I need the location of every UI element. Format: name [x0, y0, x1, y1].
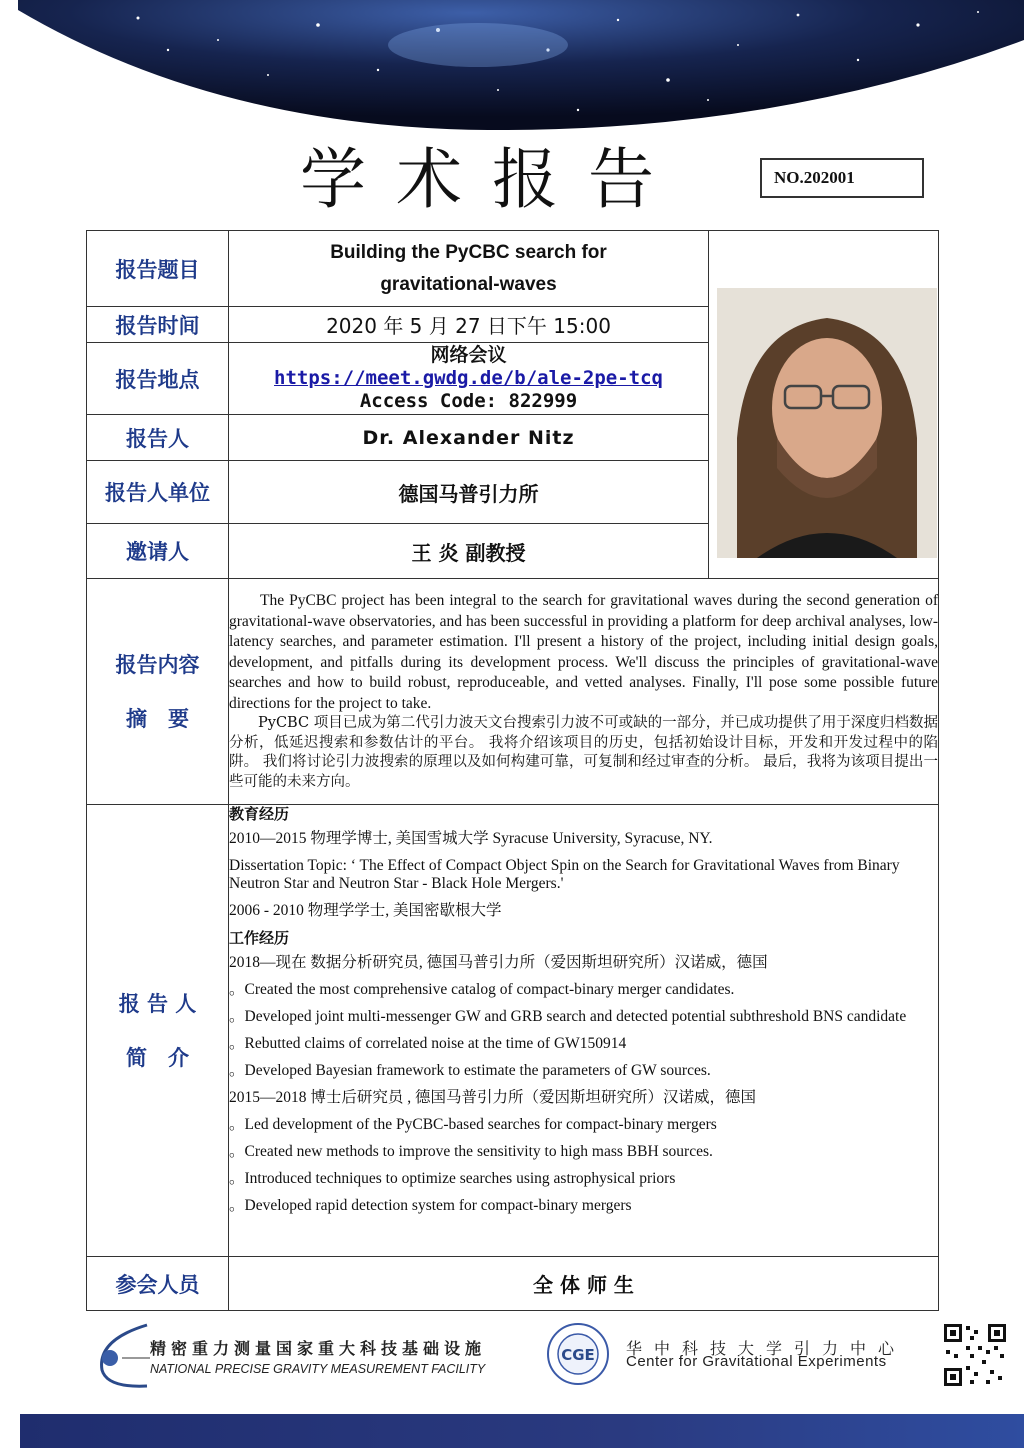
row-topic: [87, 231, 939, 307]
work-bullet: 。Created new methods to improve the sensitivity to high mass BBH sources.: [229, 1143, 713, 1160]
bio-label-line-1: 报 告 人: [118, 991, 197, 1016]
center-name-cn: 华中科技大学引力中心: [626, 1339, 907, 1358]
cge-seal-icon: [546, 1322, 610, 1386]
row-bio: [87, 805, 939, 1257]
row-attendees: [87, 1257, 939, 1311]
header-banner: [18, 0, 1024, 132]
footer: [0, 1316, 1024, 1396]
work-bullet: 。Led development of the PyCBC-based searches for compact-binary mergers: [229, 1116, 717, 1133]
abstract-label-line-1: 报告内容: [115, 652, 200, 677]
work-heading: 工作经历: [229, 929, 290, 947]
meeting-link[interactable]: https://meet.gwdg.de/b/ale-2pe-tcq: [274, 367, 663, 389]
time-value: 2020 年 5 月 27 日下午 15:00: [229, 307, 709, 343]
report-number: NO.202001: [760, 158, 924, 198]
topic-line-2: gravitational-waves: [380, 273, 557, 295]
center-name-en: Center for Gravitational Experiments: [626, 1353, 887, 1370]
bio-label: [87, 805, 229, 1257]
inviter-value: 王 炎 副教授: [229, 524, 709, 579]
topic-value: [229, 231, 709, 307]
affiliation-value: 德国马普引力所: [229, 461, 709, 524]
bio-label-line-2: 简 介: [126, 1045, 189, 1070]
work-bullet: 。Rebutted claims of correlated noise at the time of GW150914: [229, 1035, 627, 1052]
education-item: Dissertation Topic: ‘ The Effect of Compact Object Spin on the Search for Gravitational Waves from Binary Neutron Star and Neutron Star - Black Hole Mergers.': [229, 857, 900, 892]
work-bullet: 。Developed rapid detection system for compact-binary mergers: [229, 1197, 632, 1214]
work-bullet: 。Developed Bayesian framework to estimate the parameters of GW sources.: [229, 1062, 711, 1079]
topic-line-1: Building the PyCBC search for: [330, 241, 607, 263]
place-value: [229, 343, 709, 415]
affiliation-label: 报告人单位: [87, 461, 229, 524]
place-label: 报告地点: [87, 343, 229, 415]
education-item: 2006 - 2010 物理学学士, 美国密歇根大学: [229, 902, 502, 919]
gravity-facility-logo-icon: [92, 1320, 152, 1390]
speaker-label: 报告人: [87, 415, 229, 461]
place-meeting: 网络会议: [430, 344, 507, 366]
starfield-banner-image: [18, 0, 1024, 132]
speaker-photo: [717, 288, 937, 558]
qr-code-icon: [942, 1322, 1008, 1388]
work-bullet: 。Introduced techniques to optimize searches using astrophysical priors: [229, 1170, 676, 1187]
speaker-portrait-image: [717, 288, 937, 558]
attendees-label: 参会人员: [87, 1257, 229, 1311]
abstract-label-line-2: 摘 要: [126, 706, 189, 731]
work-item: 2015—2018 博士后研究员 , 德国马普引力所（爱因斯坦研究所）汉诺威，德国: [229, 1089, 757, 1106]
attendees-value: 全 体 师 生: [229, 1257, 939, 1311]
report-info-table: [86, 230, 939, 1311]
inviter-label: 邀请人: [87, 524, 229, 579]
facility-name-cn: 精密重力测量国家重大科技基础设施: [150, 1339, 487, 1358]
education-heading: 教育经历: [229, 805, 290, 823]
page-title: 学术报告: [300, 141, 684, 218]
facility-name-en: NATIONAL PRECISE GRAVITY MEASUREMENT FACILITY: [150, 1362, 486, 1376]
cge-logo-text: CGE: [561, 1346, 595, 1364]
abstract-chinese: PyCBC 项目已成为第二代引力波天文台搜索引力波不可或缺的一部分，并已成功提供了用于深度归档数据分析，低延迟搜索和参数估计的平台。 我将介绍该项目的历史，包括初始设计目标，开发和开发过程中的陷阱。 我们将讨论引力波搜索的原理以及如何构建可靠，可复制和经过审查的分析。 最后，我将为该项目提出一些可能的未来方向。: [229, 715, 938, 790]
photo-cell: [709, 231, 939, 579]
abstract-label: [87, 579, 229, 805]
bio-text: [229, 805, 939, 1257]
row-abstract: [87, 579, 939, 805]
work-item: 2018—现在 数据分析研究员, 德国马普引力所（爱因斯坦研究所）汉诺威，德国: [229, 954, 768, 971]
speaker-value: Dr. Alexander Nitz: [229, 415, 709, 461]
work-bullet: 。Created the most comprehensive catalog of compact-binary merger candidates.: [229, 981, 735, 998]
education-item: 2010—2015 物理学博士, 美国雪城大学 Syracuse University, Syracuse, NY.: [229, 830, 713, 847]
abstract-english: The PyCBC project has been integral to the search for gravitational waves during the second generation of gravitational-wave observatories, and has been successful in providing a platform for deep archival analyses, low-latency searches, and parameter estimation. I'll present a history of the project, including initial design goals, development, and pitfalls during its development process. We'll discuss the principles of gravitational-wave searches and how to build robust, reproduceable, and vetted analyses. Finally, I'll pose some possible future directions for the project to take.: [229, 592, 938, 712]
abstract-text: [229, 579, 939, 805]
bottom-bar: [20, 1414, 1024, 1448]
access-code: Access Code: 822999: [359, 390, 578, 412]
topic-label: 报告题目: [87, 231, 229, 307]
time-label: 报告时间: [87, 307, 229, 343]
work-bullet: 。Developed joint multi-messenger GW and GRB search and detected potential subthreshold BNS candidate: [229, 1008, 907, 1025]
